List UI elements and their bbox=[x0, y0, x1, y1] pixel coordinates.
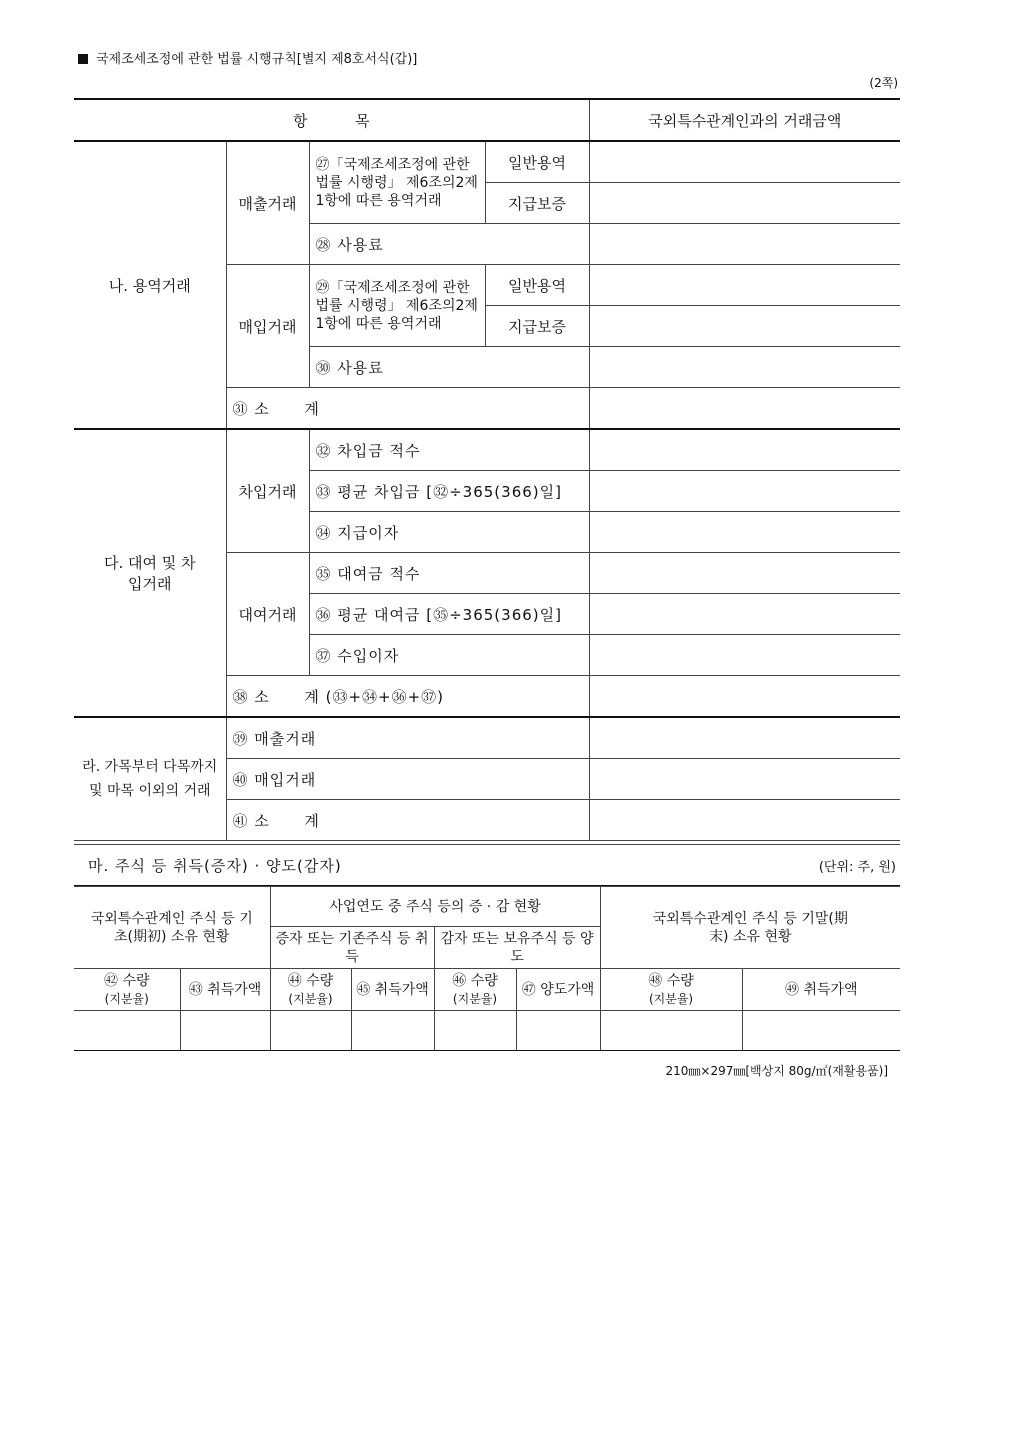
ratio-label: (지분율) bbox=[452, 991, 498, 1006]
value-cell[interactable] bbox=[742, 1011, 900, 1051]
col42-label: ㊷ 수량 bbox=[104, 972, 150, 989]
unit-label: (단위: 주, 원) bbox=[818, 860, 896, 875]
table-row bbox=[74, 1011, 900, 1051]
row41-label: ㊶ 소 계 bbox=[226, 800, 589, 841]
amount-cell[interactable] bbox=[589, 183, 900, 224]
form-header bbox=[78, 48, 417, 67]
decrease-header: 감자 또는 보유주식 등 양도 bbox=[434, 927, 600, 969]
col42-header bbox=[74, 969, 180, 1011]
ratio-label: (지분율) bbox=[648, 991, 694, 1006]
col45-header: ㊺ 취득가액 bbox=[351, 969, 434, 1011]
col44-label: ㊹ 수량 bbox=[287, 972, 334, 989]
borrow-label: 차입거래 bbox=[226, 429, 309, 553]
guarantee-label: 지급보증 bbox=[485, 183, 589, 224]
amount-cell[interactable] bbox=[589, 512, 900, 553]
row30-label: ㉚ 사용료 bbox=[309, 347, 589, 388]
lend-label: 대여거래 bbox=[226, 553, 309, 676]
general-service-label: 일반용역 bbox=[485, 265, 589, 306]
col46-header bbox=[434, 969, 516, 1011]
table-header-row bbox=[74, 99, 900, 141]
change-header: 사업연도 중 주식 등의 증 · 감 현황 bbox=[270, 887, 600, 927]
ratio-label: (지분율) bbox=[288, 991, 333, 1006]
amount-cell[interactable] bbox=[589, 553, 900, 594]
value-cell[interactable] bbox=[270, 1011, 351, 1051]
row34-label: ㉞ 지급이자 bbox=[309, 512, 589, 553]
amount-cell[interactable] bbox=[589, 429, 900, 471]
row31-label: ㉛ 소 계 bbox=[226, 388, 589, 430]
table-row bbox=[74, 887, 900, 927]
amount-cell[interactable] bbox=[589, 759, 900, 800]
begin-holdings-header: 국외특수관계인 주식 등 기초(期初) 소유 현황 bbox=[74, 887, 270, 969]
stock-section-bar bbox=[74, 844, 900, 887]
amount-cell[interactable] bbox=[589, 717, 900, 759]
amount-cell[interactable] bbox=[589, 224, 900, 265]
row38-label: ㊳ 소 계 (㉝+㉞+㊱+㊲) bbox=[226, 676, 589, 718]
increase-header: 증자 또는 기존주식 등 취득 bbox=[270, 927, 434, 969]
row37-label: ㊲ 수입이자 bbox=[309, 635, 589, 676]
value-cell[interactable] bbox=[351, 1011, 434, 1051]
col44-header bbox=[270, 969, 351, 1011]
amount-cell[interactable] bbox=[589, 800, 900, 841]
amount-header: 국외특수관계인과의 거래금액 bbox=[589, 99, 900, 141]
category-loans: 다. 대여 및 차입거래 bbox=[74, 429, 226, 717]
amount-cell[interactable] bbox=[589, 471, 900, 512]
row28-label: ㉘ 사용료 bbox=[309, 224, 589, 265]
value-cell[interactable] bbox=[516, 1011, 600, 1051]
table-row bbox=[74, 969, 900, 1011]
table-row bbox=[74, 141, 900, 183]
stock-table bbox=[74, 886, 900, 1051]
col46-label: ㊻ 수량 bbox=[452, 972, 498, 989]
general-service-label: 일반용역 bbox=[485, 141, 589, 183]
row36-label: ㊱ 평균 대여금 [㉟÷365(366)일] bbox=[309, 594, 589, 635]
col48-header bbox=[600, 969, 742, 1011]
row39-label: ㊴ 매출거래 bbox=[226, 717, 589, 759]
sales-label: 매출거래 bbox=[226, 141, 309, 265]
form-title: 국제조세조정에 관한 법률 시행규칙[별지 제8호서식(갑)] bbox=[96, 52, 418, 67]
row27-label: ㉗「국제조세조정에 관한 법률 시행령」 제6조의2제1항에 따른 용역거래 bbox=[309, 141, 485, 224]
amount-cell[interactable] bbox=[589, 306, 900, 347]
amount-cell[interactable] bbox=[589, 388, 900, 430]
row33-label: ㉝ 평균 차입금 [㉜÷365(366)일] bbox=[309, 471, 589, 512]
amount-cell[interactable] bbox=[589, 347, 900, 388]
amount-cell[interactable] bbox=[589, 141, 900, 183]
end-holdings-header: 국외특수관계인 주식 등 기말(期末) 소유 현황 bbox=[600, 887, 900, 969]
amount-cell[interactable] bbox=[589, 635, 900, 676]
category-other: 라. 가목부터 다목까지 및 마목 이외의 거래 bbox=[74, 717, 226, 841]
value-cell[interactable] bbox=[74, 1011, 180, 1051]
amount-cell[interactable] bbox=[589, 676, 900, 718]
category-services: 나. 용역거래 bbox=[74, 141, 226, 429]
ratio-label: (지분율) bbox=[104, 991, 149, 1006]
row35-label: ㉟ 대여금 적수 bbox=[309, 553, 589, 594]
purchase-label: 매입거래 bbox=[226, 265, 309, 388]
table-row bbox=[74, 429, 900, 471]
col49-header: ㊾ 취득가액 bbox=[742, 969, 900, 1011]
table-row bbox=[74, 717, 900, 759]
row32-label: ㉜ 차입금 적수 bbox=[309, 429, 589, 471]
stock-section-title: 마. 주식 등 취득(증자) · 양도(감자) bbox=[88, 857, 342, 875]
value-cell[interactable] bbox=[600, 1011, 742, 1051]
page-number: (2쪽) bbox=[869, 76, 898, 90]
col43-header: ㊸ 취득가액 bbox=[180, 969, 270, 1011]
square-bullet-icon bbox=[78, 54, 88, 64]
col48-label: ㊽ 수량 bbox=[648, 972, 694, 989]
item-header: 항 목 bbox=[74, 99, 589, 141]
amount-cell[interactable] bbox=[589, 265, 900, 306]
transactions-table bbox=[74, 98, 900, 841]
value-cell[interactable] bbox=[180, 1011, 270, 1051]
row40-label: ㊵ 매입거래 bbox=[226, 759, 589, 800]
guarantee-label: 지급보증 bbox=[485, 306, 589, 347]
paper-spec: 210㎜×297㎜[백상지 80g/㎡(재활용품)] bbox=[665, 1064, 888, 1078]
col47-header: ㊼ 양도가액 bbox=[516, 969, 600, 1011]
amount-cell[interactable] bbox=[589, 594, 900, 635]
row29-label: ㉙「국제조세조정에 관한 법률 시행령」 제6조의2제1항에 따른 용역거래 bbox=[309, 265, 485, 347]
value-cell[interactable] bbox=[434, 1011, 516, 1051]
